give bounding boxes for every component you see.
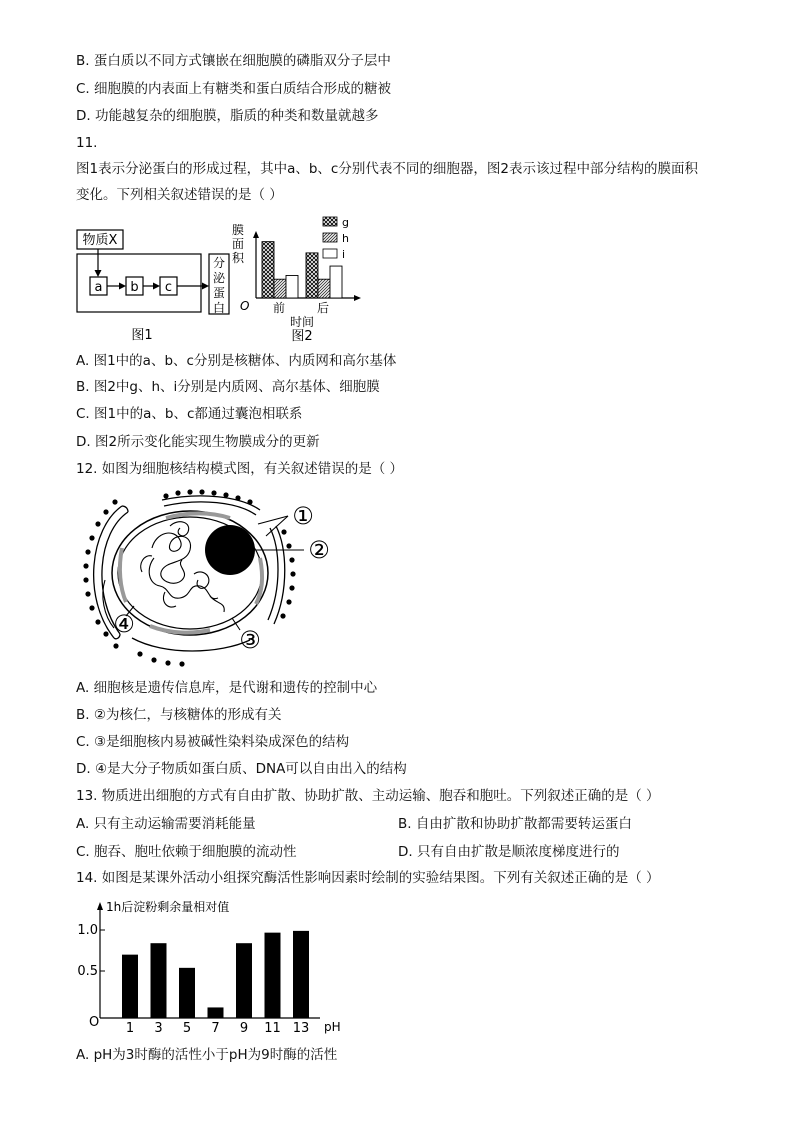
ribosome-dot: [199, 489, 204, 494]
q11-stem-line1: 图1表示分泌蛋白的形成过程，其中a、b、c分别代表不同的细胞器，图2表示该过程中部分结构的膜面积: [76, 161, 698, 177]
ribosome-dot: [83, 563, 88, 568]
y-axis-label: [232, 223, 245, 265]
x-tick-label: 前: [272, 301, 286, 315]
secreted-protein-char: 白: [212, 301, 226, 315]
legend-swatch-g: [323, 217, 337, 226]
figure1-secretory-pathway: [70, 222, 240, 348]
q11-stem-line2: 变化。下列相关叙述错误的是（ ）: [76, 187, 283, 203]
q11-option-a: A. 图1中的a、b、c分别是核糖体、内质网和高尔基体: [76, 353, 397, 369]
ribosome-dot: [103, 509, 108, 514]
q11-number: 11.: [76, 135, 98, 151]
x-tick-label: 5: [182, 1021, 192, 1036]
y-axis-label-char: 膜: [231, 223, 245, 237]
legend-label-g: g: [342, 216, 349, 229]
figure2-membrane-area-chart: [228, 212, 368, 348]
q12-stem: 12. 如图为细胞核结构模式图，有关叙述错误的是（ ）: [76, 461, 404, 477]
bar-h-1: [318, 279, 330, 298]
x-axis-label: 时间: [289, 315, 315, 329]
ribosome-dot: [163, 493, 168, 498]
nucleus-structure-diagram: [70, 488, 340, 670]
q10-option-c: C. 细胞膜的内表面上有糖类和蛋白质结合形成的糖被: [76, 81, 392, 97]
bar-h-0: [274, 279, 286, 298]
legend-swatch-h: [323, 233, 337, 242]
origin-label: O: [240, 299, 250, 313]
q12-option-c: C. ③是细胞核内易被碱性染料染成深色的结构: [76, 734, 350, 750]
ribosome-dot: [175, 490, 180, 495]
q13-option-a: A. 只有主动运输需要消耗能量: [76, 816, 256, 832]
bar-i-1: [330, 266, 342, 298]
q14-option-a: A. pH为3时酶的活性小于pH为9时酶的活性: [76, 1047, 338, 1063]
organelle-b-label: b: [130, 280, 139, 295]
ribosome-dot: [137, 651, 142, 656]
ribosome-dot: [179, 661, 184, 666]
secreted-protein-char: 泌: [212, 271, 226, 285]
right-arrow-icon: [153, 283, 160, 290]
bar-g-0: [262, 242, 274, 298]
figure2-caption: 图2: [291, 329, 313, 344]
ribosome-dot: [289, 585, 294, 590]
label-1: ①: [292, 502, 314, 530]
ribosome-dot: [113, 643, 118, 648]
ph-bar-5: [179, 968, 195, 1018]
y-tick-label: 0.5: [77, 964, 98, 979]
ribosome-dot: [187, 489, 192, 494]
ribosome-dot: [290, 571, 295, 576]
ribosome-dot: [151, 657, 156, 662]
x-tick-label: 1: [125, 1021, 135, 1036]
q12-option-b: B. ②为核仁，与核糖体的形成有关: [76, 707, 282, 723]
q11-option-c: C. 图1中的a、b、c都通过囊泡相联系: [76, 406, 303, 422]
ribosome-dot: [165, 660, 170, 665]
x-tick-label: 13: [292, 1021, 310, 1036]
q10-option-b: B. 蛋白质以不同方式镶嵌在细胞膜的磷脂双分子层中: [76, 53, 391, 69]
ribosome-dot: [223, 492, 228, 497]
legend-label-i: i: [342, 248, 346, 261]
arrow-right-icon: [354, 295, 361, 301]
q13-stem: 13. 物质进出细胞的方式有自由扩散、协助扩散、主动运输、胞吞和胞吐。下列叙述正确的是（ ）: [76, 788, 660, 804]
ph-enzyme-chart: [76, 896, 346, 1036]
ribosome-dot: [281, 529, 286, 534]
ribosome-dot: [289, 557, 294, 562]
x-tick-label: 7: [211, 1021, 220, 1036]
ribosome-dot: [85, 549, 90, 554]
label-2: ②: [308, 536, 330, 564]
origin-label: O: [89, 1015, 100, 1030]
x-tick-label: 后: [316, 301, 330, 315]
bar-i-0: [286, 275, 298, 298]
q11-option-d: D. 图2所示变化能实现生物膜成分的更新: [76, 434, 320, 450]
arrow-up-icon: [97, 902, 103, 910]
organelle-c-label: c: [164, 280, 173, 295]
legend-swatch-i: [323, 249, 337, 258]
y-axis-label: 1h后淀粉剩余量相对值: [106, 900, 230, 914]
ribosome-dot: [95, 619, 100, 624]
q13-option-b: B. 自由扩散和协助扩散都需要转运蛋白: [398, 816, 632, 832]
q12-option-d: D. ④是大分子物质如蛋白质、DNA可以自由出入的结构: [76, 761, 407, 777]
right-arrow-icon: [119, 283, 126, 290]
right-arrow-icon: [202, 283, 209, 290]
x-tick-label: 3: [154, 1021, 163, 1036]
organelle-a-label: a: [94, 280, 103, 295]
label-3: ③: [239, 626, 261, 654]
ribosome-dot: [89, 535, 94, 540]
ribosome-dot: [280, 613, 285, 618]
legend-label-h: h: [342, 232, 349, 245]
nucleolus: [205, 525, 255, 575]
ribosome-dot: [95, 521, 100, 526]
ph-bar-13: [293, 931, 309, 1018]
ribosome-dot: [286, 543, 291, 548]
y-axis-label-char: 面: [231, 237, 245, 251]
q11-option-b: B. 图2中g、h、i分别是内质网、高尔基体、细胞膜: [76, 379, 380, 395]
q14-stem: 14. 如图是某课外活动小组探究酶活性影响因素时绘制的实验结果图。下列有关叙述正确的是（ ）: [76, 870, 660, 886]
ribosome-dot: [112, 499, 117, 504]
label-4: ④: [113, 610, 135, 638]
ph-bars: [122, 931, 309, 1036]
ribosome-dot: [85, 591, 90, 596]
ph-bar-9: [236, 943, 252, 1018]
x-tick-label: 9: [239, 1021, 249, 1036]
ribosome-dot: [83, 577, 88, 582]
arrow-up-icon: [253, 231, 259, 238]
y-axis-label-char: 积: [231, 251, 245, 265]
ph-bar-3: [151, 943, 167, 1018]
down-arrow-icon: [95, 270, 102, 277]
q12-option-a: A. 细胞核是遗传信息库，是代谢和遗传的控制中心: [76, 680, 378, 696]
ribosome-dot: [211, 490, 216, 495]
secreted-protein-char: 分: [212, 256, 226, 270]
ribosome-dot: [89, 605, 94, 610]
ph-bar-11: [265, 933, 281, 1018]
figure1-caption: 图1: [131, 328, 153, 343]
ribosome-dot: [103, 631, 108, 636]
ph-bar-7: [208, 1007, 224, 1018]
x-axis-label: pH: [324, 1020, 341, 1034]
ph-bar-1: [122, 955, 138, 1018]
secreted-protein-char: 蛋: [212, 286, 226, 300]
q10-option-d: D. 功能越复杂的细胞膜，脂质的种类和数量就越多: [76, 108, 379, 124]
ribosome-dot: [286, 599, 291, 604]
bar-g-1: [306, 253, 318, 298]
q13-option-c: C. 胞吞、胞吐依赖于细胞膜的流动性: [76, 844, 297, 860]
legend: [323, 216, 349, 261]
y-tick-label: 1.0: [77, 923, 98, 938]
x-tick-label: 11: [264, 1021, 281, 1036]
q13-option-d: D. 只有自由扩散是顺浓度梯度进行的: [398, 844, 620, 860]
substance-x-label: 物质X: [82, 233, 118, 248]
